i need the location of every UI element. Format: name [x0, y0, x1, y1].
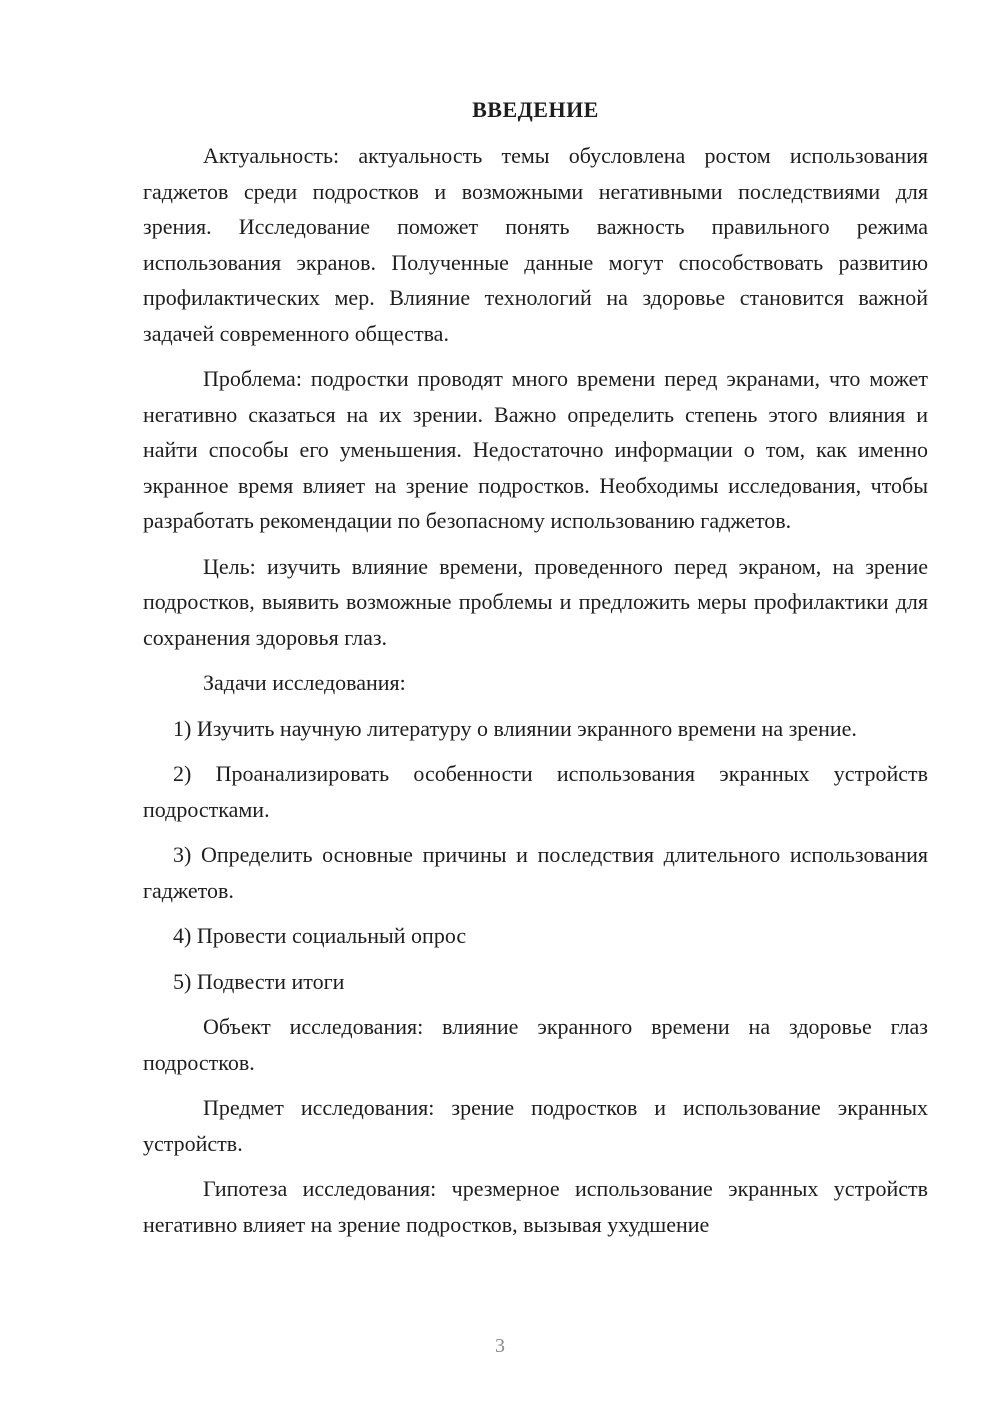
tasks-heading: Задачи исследования:: [203, 670, 406, 695]
document-body: [143, 92, 928, 1242]
page-title: ВВЕДЕНИЕ: [472, 97, 599, 122]
page-number: 3: [495, 1335, 505, 1357]
task-item-3: 3) Определить основные причины и последствия длительного использования гаджетов.: [143, 842, 928, 903]
task-item-4: 4) Провести социальный опрос: [173, 923, 467, 948]
relevance-paragraph: Актуальность: актуальность темы обусловлена ростом использования гаджетов среди подростков и возможными негативными последствиями для зрения. Исследование поможет понять важность правильного режима использования экранов. Полученные данные могут способствовать развитию профилактических мер. Влияние технологий на здоровье становится важной задачей современного общества.: [143, 143, 928, 346]
goal-paragraph: Цель: изучить влияние времени, проведенного перед экраном, на зрение подростков, выявить возможные проблемы и предложить меры профилактики для сохранения здоровья глаз.: [143, 553, 928, 650]
research-object-paragraph: Объект исследования: влияние экранного времени на здоровье глаз подростков.: [143, 1014, 928, 1075]
problem-paragraph: Проблема: подростки проводят много времени перед экранами, что может негативно сказаться на их зрении. Важно определить степень этого влияния и найти способы его уменьшения. Недостаточно информации о том, как именно экранное время влияет на зрение подростков. Необходимы исследования, чтобы разработать рекомендации по безопасному использованию гаджетов.: [143, 366, 928, 533]
task-item-2: 2) Проанализировать особенности использования экранных устройств подростками.: [143, 761, 928, 822]
hypothesis-paragraph: Гипотеза исследования: чрезмерное использование экранных устройств негативно влияет на зрение подростков, вызывая ухудшение: [143, 1176, 928, 1237]
research-subject-paragraph: Предмет исследования: зрение подростков и использование экранных устройств.: [143, 1095, 928, 1156]
task-item-1: 1) Изучить научную литературу о влиянии экранного времени на зрение.: [173, 715, 857, 741]
task-item-5: 5) Подвести итоги: [173, 968, 345, 994]
